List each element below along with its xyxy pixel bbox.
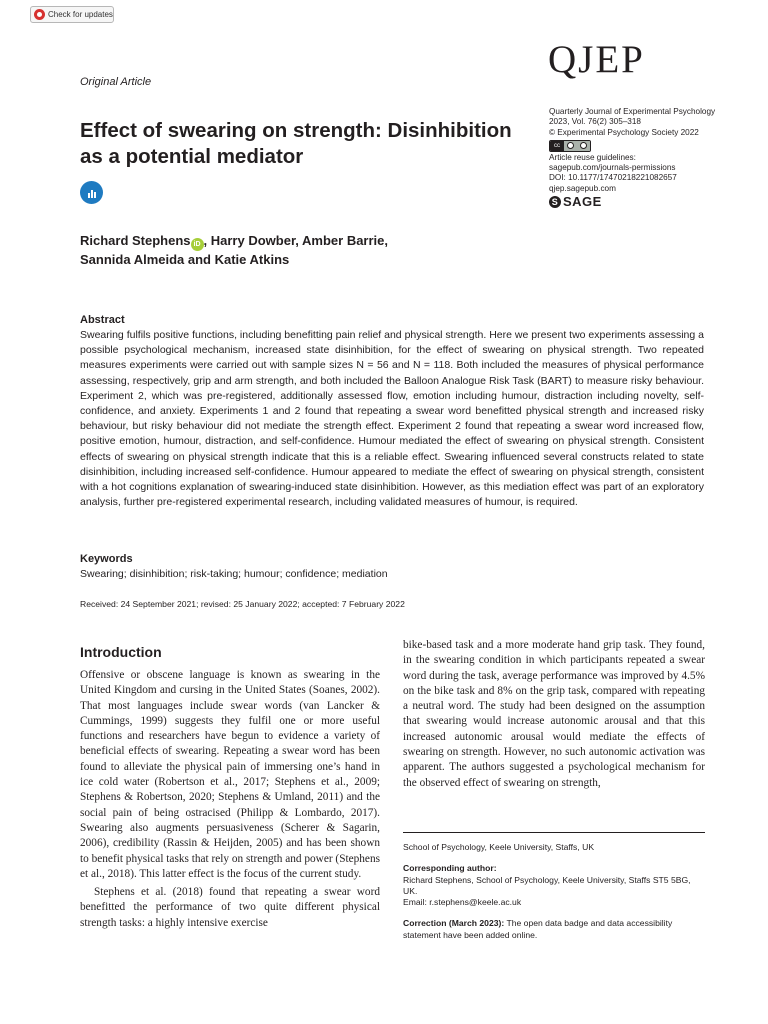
journal-site-link[interactable]: qjep.sagepub.com: [549, 183, 616, 193]
crossmark-icon: [34, 9, 45, 20]
received-dates: Received: 24 September 2021; revised: 25 January 2022; accepted: 7 February 2022: [80, 599, 405, 609]
introduction-paragraph-2-continued: bike-based task and a more moderate hand grip task. They found, in the swearing condition in which participants repeated a swear word during the task, average performance was improved by 4.5% on the bike task and 8% on the grip task, compared with repeating a neutral word. The study had been designed on the assumption that swearing would increase autonomic arousal and that this increased autonomic arousal would mediate the effects of swearing on strength. However, no such autonomic activation was apparent. The authors suggested a psychological mechanism for the observed effect of swearing on strength,: [403, 639, 705, 789]
keywords-heading: Keywords: [80, 553, 133, 565]
corresponding-author-email[interactable]: Email: r.stephens@keele.ac.uk: [403, 897, 522, 908]
sage-logo: [549, 193, 729, 209]
introduction-paragraph-1: Offensive or obscene language is known as swearing in the United Kingdom and cursing in the United States (Soanes, 2002). That most languages include swear words (van Lancker & Cummings, 1999) suggests they fulfil one or more useful functions and researchers have begun to evidence a variety of beneficial effects of swearing. Repeating a swear word has been found to alleviate the physical pain of immersing one’s hand in ice cold water (Robertson et al., 2017; Stephens et al., 2009; Stephens & Robertson, 2020; Stephens & Umland, 2011) and the social pain of being ostracised (Philipp & Lombardo, 2017). Swearing also augments persuasiveness (Scherer & Sagarin, 2006), credibility (Rassin & Heijden, 2005) and has been shown to benefit physical tasks that rely on strength and power (Stephens et al., 2018). This latter effect is the focus of the current study.: [80, 669, 380, 880]
cc-icon: cc: [550, 141, 564, 151]
authors-line2: Sannida Almeida and Katie Atkins: [80, 252, 290, 267]
footnote-divider: [403, 832, 705, 833]
journal-metadata: [549, 107, 729, 208]
open-data-badge-icon[interactable]: [80, 181, 103, 204]
introduction-paragraph-2: Stephens et al. (2018) found that repeating a swear word benefitted the performance of two quite different physical strength tasks: a highly intensive exercise: [80, 886, 380, 929]
keywords-text: Swearing; disinhibition; risk-taking; humour; confidence; mediation: [80, 568, 388, 580]
corresponding-author-text: Richard Stephens, School of Psychology, Keele University, Staffs ST5 5BG, UK.: [403, 874, 691, 896]
journal-volume: 2023, Vol. 76(2) 305–318: [549, 117, 641, 127]
correction-text: The open data badge and data accessibility statement have been added online.: [403, 918, 673, 940]
reuse-guidelines-label: Article reuse guidelines:: [549, 152, 636, 162]
affiliation: School of Psychology, Keele University, Staffs, UK: [403, 842, 595, 852]
introduction-right-column: [403, 638, 705, 791]
journal-copyright: © Experimental Psychology Society 2022: [549, 127, 699, 137]
author-richard-stephens[interactable]: Richard Stephens: [80, 233, 191, 248]
journal-name: Quarterly Journal of Experimental Psychology: [549, 107, 716, 116]
article-type: Original Article: [80, 76, 152, 88]
abstract-heading: Abstract: [80, 314, 125, 326]
orcid-icon[interactable]: iD: [191, 238, 204, 251]
author-list: [80, 232, 500, 268]
noncommercial-icon: [580, 142, 587, 149]
journal-logo: QJEP: [548, 38, 645, 81]
corresponding-author-heading: Corresponding author:: [403, 863, 497, 874]
doi[interactable]: DOI: 10.1177/17470218221082657: [549, 173, 677, 183]
attribution-icon: [567, 142, 574, 149]
introduction-heading: Introduction: [80, 644, 162, 660]
introduction-left-column: [80, 644, 380, 931]
check-for-updates-label: Check for updates: [48, 10, 113, 19]
abstract-section: [80, 314, 704, 510]
correction-note: [403, 918, 705, 941]
authors-rest-line1: , Harry Dowber, Amber Barrie,: [203, 233, 389, 248]
abstract-text: Swearing fulfils positive functions, including benefitting pain relief and physical strength. Here we present two experiments assessing a possible psychological mechanism, increased state disinhibition, for the effect of swearing on physical strength. Two repeated measures experiments were carried out with sample sizes N = 56 and N = 118. Both included the measures of physical performance assessing, respectively, grip and arm strength, and both included the Balloon Analogue Risk Task (BART) to measure risky behaviour. Experiment 2, which was pre-registered, additionally assessed flow, emotion including humour, distraction including novelty, self-confidence, and anxiety. Experiments 1 and 2 found that repeating a swear word benefitted physical strength and increased risky behaviour, but risky behaviour did not mediate the strength effect. Experiment 2 found that repeating a swear word increased flow, positive emotion, humour, distraction, and self-confidence. Humour mediated the effect of swearing on physical strength. Consistent effects of swearing on physical strength indicate that this is a reliable effect. Swearing influenced several constructs related to state disinhibition, including increased self-confidence. Humour appeared to mediate the effect of swearing on physical strength, consistent with a hot cognitions explanation of swearing-induced state disinhibition. However, as this mediation effect was part of an exploratory analysis, further pre-registered experimental research, including validated measures of humour, is required.: [80, 329, 704, 509]
check-for-updates-button[interactable]: [30, 6, 114, 23]
publisher-name: SAGE: [563, 193, 602, 209]
keywords-section: [80, 553, 704, 581]
sage-s-icon: S: [549, 196, 561, 208]
article-title: Effect of swearing on strength: Disinhibition as a potential mediator: [80, 119, 512, 168]
correction-heading: Correction (March 2023):: [403, 918, 505, 929]
creative-commons-badge[interactable]: [549, 140, 591, 152]
reuse-guidelines-link[interactable]: sagepub.com/journals-permissions: [549, 163, 676, 173]
corresponding-author: [403, 863, 705, 908]
footnotes: [403, 842, 705, 951]
